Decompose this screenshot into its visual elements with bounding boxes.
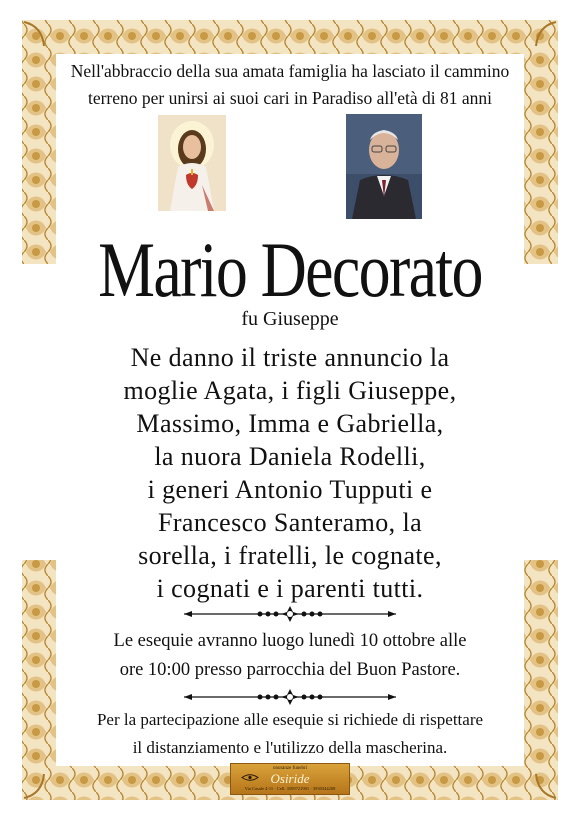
intro-text [40, 58, 540, 112]
funeral-info [40, 627, 540, 685]
agency-brand: Osiride [270, 771, 310, 786]
portrait-photo [346, 114, 422, 219]
deceased-name: Mario Decorato [98, 226, 482, 313]
covid-notice [40, 706, 540, 762]
announcement-line: Ne danno il triste annuncio la [130, 343, 450, 372]
funeral-line: ore 10:00 presso parrocchia del Buon Pastore. [119, 660, 461, 680]
agency-logo [230, 763, 350, 795]
intro-line: terreno per unirsi ai suoi cari in Paradiso all'età di 81 anni [87, 88, 493, 108]
father-name: fu Giuseppe [241, 308, 339, 330]
agency-tagline: onoranze funebri [272, 766, 307, 771]
sacred-heart-image [158, 115, 226, 211]
announcement-line: i cognati e i parenti tutti. [156, 574, 424, 603]
intro-line: Nell'abbraccio della sua amata famiglia ha lasciato il cammino [70, 61, 510, 81]
announcement-line: i generi Antonio Tupputi e [147, 475, 433, 504]
announcement-line: Francesco Santeramo, la [157, 508, 423, 537]
notice-line: il distanziamento e l'utilizzo della mascherina. [132, 738, 448, 757]
announcement-line: moglie Agata, i figli Giuseppe, [123, 376, 457, 405]
notice-line: Per la partecipazione alle esequie si richiede di rispettare [96, 710, 484, 729]
funeral-line: Le esequie avranno luogo lunedì 10 ottobre alle [113, 631, 467, 651]
ornament-divider [180, 606, 400, 622]
agency-address: Via Casale 4-11 · Cell. 3509721901 · 3930344208 [244, 786, 336, 791]
announcement-text [40, 341, 540, 605]
ornament-divider [180, 689, 400, 705]
announcement-line: Massimo, Imma e Gabriella, [136, 409, 444, 438]
announcement-line: sorella, i fratelli, le cognate, [138, 541, 442, 570]
announcement-line: la nuora Daniela Rodelli, [154, 442, 426, 471]
